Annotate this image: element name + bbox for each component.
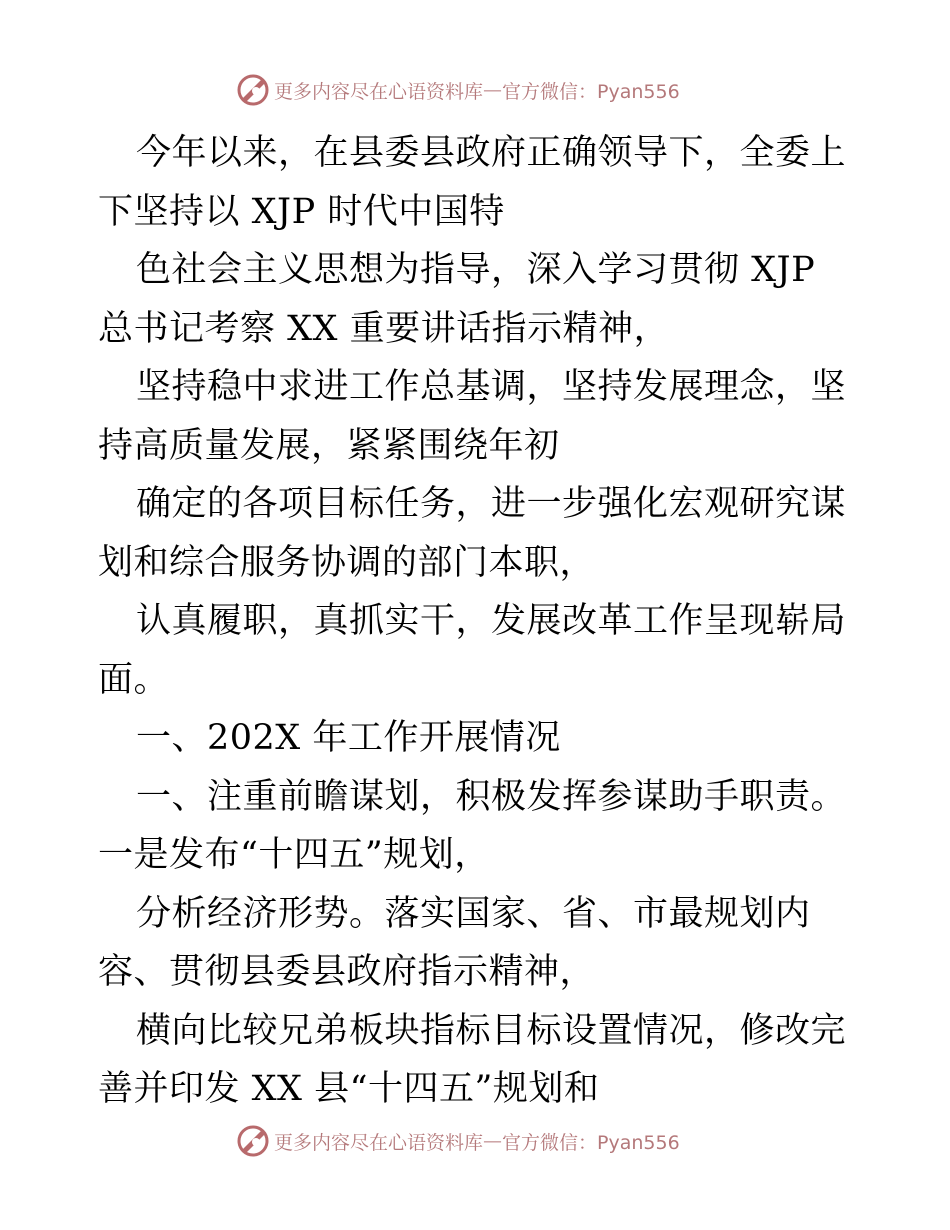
paragraph-8: 分析经济形势。落实国家、省、市最规划内容、贯彻县委县政府指示精神， [98, 893, 811, 992]
seal-pen-logo-icon [236, 73, 270, 107]
watermark-contact: 官方微信：Pyan556 [502, 80, 680, 103]
watermark-separator: — [483, 79, 503, 101]
paragraph-5: 认真履职，真抓实干，发展改革工作呈现崭局面。 [98, 601, 847, 700]
paragraph-2: 色社会主义思想为指导，深入学习贯彻 XJP 总书记考察 XX 重要讲话指示精神， [98, 250, 816, 349]
paragraph-7: 一、注重前瞻谋划，积极发挥参谋助手职责。一是发布“十四五”规划， [98, 776, 847, 875]
section-heading: 一、202X 年工作开展情况 [136, 718, 561, 758]
paragraph-1: 今年以来，在县委县政府正确领导下，全委上下坚持以 XJP 时代中国特 [98, 133, 847, 232]
watermark-footer [236, 1123, 680, 1159]
watermark-contact: 官方微信：Pyan556 [502, 1131, 680, 1154]
document-body [98, 124, 858, 1119]
watermark-header [236, 72, 680, 108]
paragraph-3: 坚持稳中求进工作总基调，坚持发展理念，坚持高质量发展，紧紧围绕年初 [98, 367, 847, 466]
paragraph-4: 确定的各项目标任务，进一步强化宏观研究谋划和综合服务协调的部门本职， [98, 484, 847, 583]
seal-pen-logo-icon [236, 1124, 270, 1158]
watermark-separator: — [483, 1130, 503, 1152]
watermark-text: 更多内容尽在心语资料库 [274, 1131, 484, 1154]
paragraph-9: 横向比较兄弟板块指标目标设置情况，修改完善并印发 XX 县“十四五”规划和 [98, 1010, 847, 1109]
watermark-text: 更多内容尽在心语资料库 [274, 80, 484, 103]
